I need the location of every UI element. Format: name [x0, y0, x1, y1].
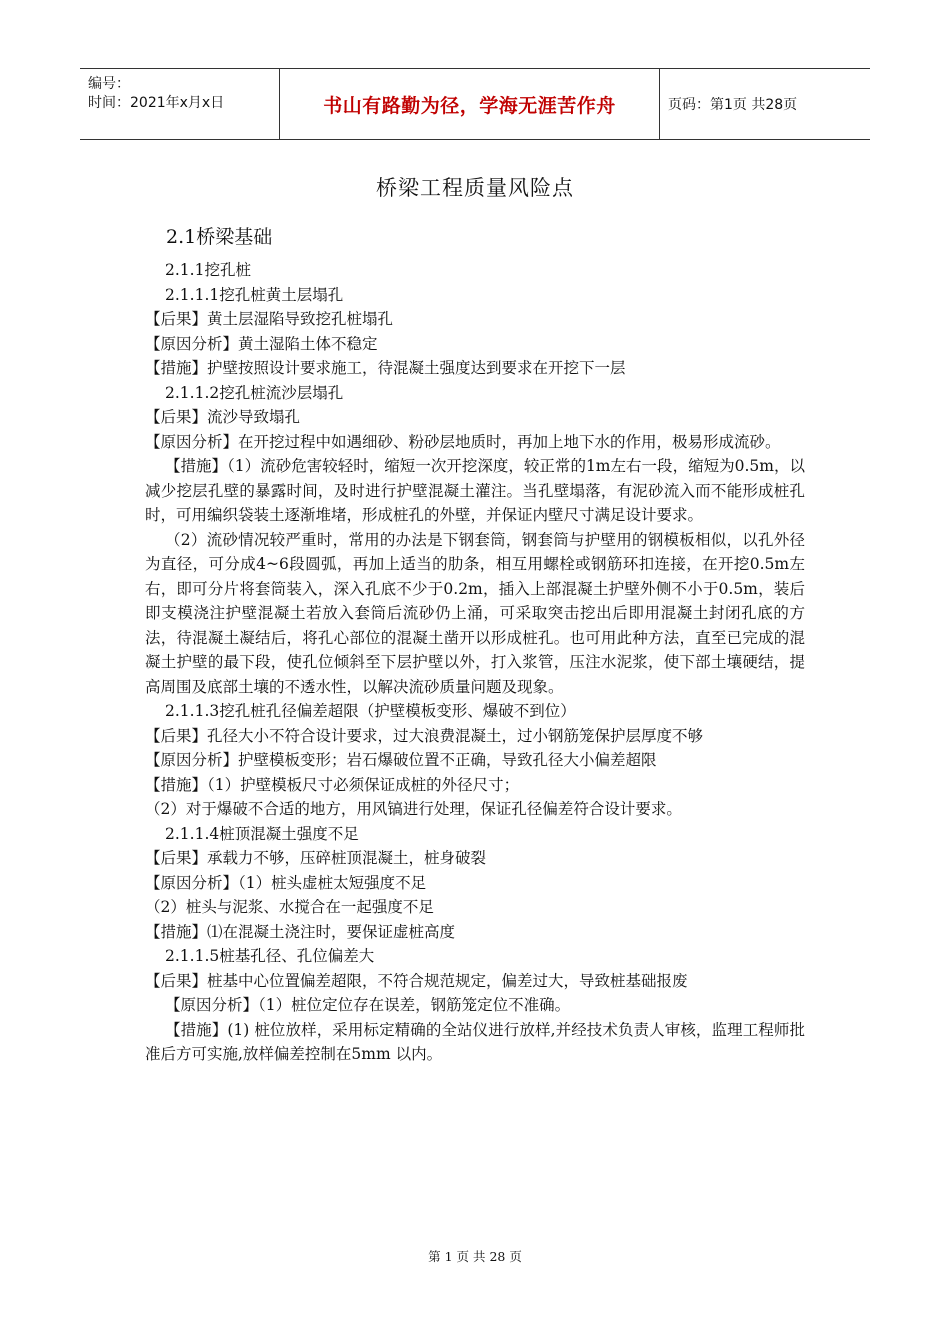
measures-text: 【措施】(1) 桩位放样，采用标定精确的全站仪进行放样,并经技术负责人审核，监理工程师批准后方可实施,放样偏差控制在5mm 以内。 — [145, 1020, 805, 1063]
header-motto: 书山有路勤为径，学海无涯苦作舟 — [280, 69, 660, 139]
cause-analysis-text: 【原因分析】（1）桩头虚桩太短强度不足 — [145, 873, 427, 892]
consequence-text: 【后果】承载力不够，压碎桩顶混凝土，桩身破裂 — [145, 849, 487, 867]
consequence-text: 【后果】孔径大小不符合设计要求，过大浪费混凝土，过小钢筋笼保护层厚度不够 — [145, 726, 704, 745]
measures-text: 【措施】⑴在混凝土浇注时，要保证虚桩高度 — [145, 922, 456, 941]
measures-text: 【措施】（1）流砂危害较轻时，缩短一次开挖深度，较正常的1m左右一段，缩短为0.5m，以减少挖层孔壁的暴露时间，及时进行护壁混凝土灌注。当孔壁塌落，有泥砂流入而不能形成桩孔时，可用编织袋装土逐渐堆堵，形成桩孔的外壁，并保证内壁尺寸满足设计要求。 — [145, 457, 805, 524]
document-body — [145, 258, 805, 1067]
subsection-heading: 2.1.1挖孔桩 — [165, 261, 251, 279]
cause-analysis-text: （2）桩头与泥浆、水搅合在一起强度不足 — [145, 898, 434, 916]
item-heading: 2.1.1.5桩基孔径、孔位偏差大 — [165, 947, 375, 965]
item-heading: 2.1.1.1挖孔桩黄土层塌孔 — [165, 285, 344, 304]
document-number-label: 编号： — [88, 76, 130, 92]
item-heading: 2.1.1.2挖孔桩流沙层塌孔 — [165, 383, 344, 402]
page-header — [80, 68, 870, 140]
consequence-text: 【后果】黄土层湿陷导致挖孔桩塌孔 — [145, 310, 394, 328]
header-page-label: 页码：第1页 共28页 — [668, 97, 798, 113]
item-heading: 2.1.1.4桩顶混凝土强度不足 — [165, 824, 359, 843]
consequence-text: 【后果】流沙导致塌孔 — [145, 408, 301, 426]
document-time-label: 时间：2021年x月x日 — [88, 95, 225, 111]
document-title: 桥梁工程质量风险点 — [376, 176, 574, 200]
cause-analysis-text: 【原因分析】在开挖过程中如遇细砂、粉砂层地质时，再加上地下水的作用，极易形成流砂。 — [145, 432, 781, 451]
measures-text: （2）对于爆破不合适的地方，用风镐进行处理，保证孔径偏差符合设计要求。 — [145, 800, 682, 818]
measures-text: 【措施】（1）护壁模板尺寸必须保证成桩的外径尺寸； — [145, 775, 520, 794]
page-footer: 第 1 页 共 28 页 — [428, 1249, 522, 1264]
cause-analysis-text: 【原因分析】护壁模板变形；岩石爆破位置不正确，导致孔径大小偏差超限 — [145, 751, 657, 769]
cause-analysis-text: 【原因分析】黄土湿陷土体不稳定 — [145, 334, 378, 353]
header-meta — [80, 69, 280, 139]
section-heading: 2.1桥梁基础 — [166, 226, 273, 248]
item-heading: 2.1.1.3挖孔桩孔径偏差超限（护壁模板变形、爆破不到位） — [165, 702, 576, 720]
consequence-text: 【后果】桩基中心位置偏差超限，不符合规范规定，偏差过大，导致桩基础报废 — [145, 971, 688, 990]
cause-analysis-text: 【原因分析】（1）桩位定位存在误差，钢筋笼定位不准确。 — [165, 996, 571, 1014]
measures-text: 【措施】护壁按照设计要求施工，待混凝土强度达到要求在开挖下一层 — [145, 359, 626, 377]
measures-text: （2）流砂情况较严重时，常用的办法是下钢套筒，钢套筒与护壁用的钢模板相似，以孔外径为直径，可分成4~6段圆弧，再加上适当的肋条，相互用螺栓或钢筋环扣连接，在开挖0.5m左右，即可分片将套筒装入，深入孔底不少于0.2m，插入上部混凝土护壁外侧不小于0.5m，装后即支模浇注护壁混凝土若放入套筒后流砂仍上涌，可采取突击挖出后即用混凝土封闭孔底的方法，待混凝土凝结后，将孔心部位的混凝土凿开以形成桩孔。也可用此种方法，直至已完成的混凝土护壁的最下段，使孔位倾斜至下层护壁以外，打入浆管，压注水泥浆，使下部土壤硬结，提高周围及底部土壤的不透水性，以解决流砂质量问题及现象。 — [145, 530, 805, 696]
